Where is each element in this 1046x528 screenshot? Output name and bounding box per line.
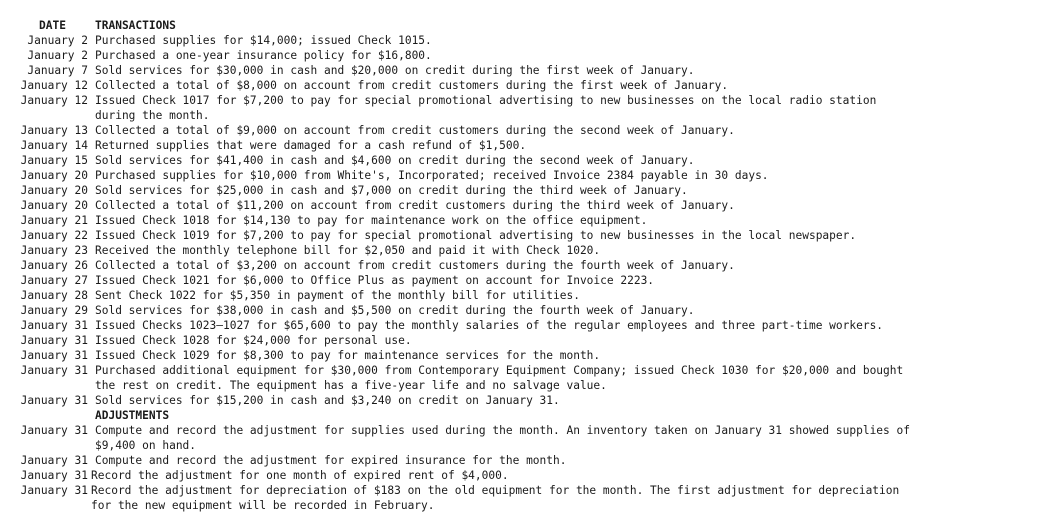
- entry-date: January 13: [20, 124, 88, 137]
- entry-description: Compute and record the adjustment for expired insurance for the month.: [95, 454, 567, 467]
- entry-description: for the new equipment will be recorded in February.: [91, 499, 435, 512]
- entry-date: January 28: [20, 289, 88, 302]
- entry-description: Issued Checks 1023–1027 for $65,600 to pay the monthly salaries of the regular employees and three part-time workers.: [95, 319, 884, 332]
- entry-description: Compute and record the adjustment for supplies used during the month. An inventory taken on January 31 showed supplies of: [95, 424, 910, 437]
- transaction-row: [0, 33, 1046, 48]
- adjustment-row: [0, 453, 1046, 468]
- entry-description: Issued Check 1018 for $14,130 to pay for maintenance work on the office equipment.: [95, 214, 648, 227]
- transaction-row: [0, 228, 1046, 243]
- header-row: [0, 18, 1046, 33]
- entry-description: the rest on credit. The equipment has a five-year life and no salvage value.: [95, 379, 607, 392]
- adjustments-header: ADJUSTMENTS: [95, 409, 170, 422]
- adjustments-list: [0, 423, 1046, 513]
- entry-description: during the month.: [95, 109, 210, 122]
- entry-date: January 15: [20, 154, 88, 167]
- transaction-row: [0, 78, 1046, 93]
- adjustment-row: [0, 423, 1046, 438]
- entry-description: Purchased supplies for $14,000; issued Check 1015.: [95, 34, 432, 47]
- entry-description: Purchased a one-year insurance policy for $16,800.: [95, 49, 432, 62]
- entry-date: January 31: [20, 394, 88, 407]
- entry-date: January 12: [20, 79, 88, 92]
- adjustment-row-continuation: [0, 498, 1046, 513]
- entry-description: Returned supplies that were damaged for a cash refund of $1,500.: [95, 139, 527, 152]
- entry-date: January 31: [20, 364, 88, 377]
- entry-date: January 21: [20, 214, 88, 227]
- entry-date: January 31: [20, 334, 88, 347]
- date-column-header: DATE: [39, 19, 66, 32]
- entry-date: January 22: [20, 229, 88, 242]
- transaction-row: [0, 138, 1046, 153]
- transaction-row: [0, 93, 1046, 108]
- entry-description: Sent Check 1022 for $5,350 in payment of the monthly bill for utilities.: [95, 289, 580, 302]
- transaction-row: [0, 48, 1046, 63]
- transaction-row: [0, 243, 1046, 258]
- transaction-row: [0, 258, 1046, 273]
- entry-description: Collected a total of $8,000 on account from credit customers during the first week of January.: [95, 79, 729, 92]
- transaction-row: [0, 393, 1046, 408]
- entry-date: January 20: [20, 184, 88, 197]
- entry-description: $9,400 on hand.: [95, 439, 197, 452]
- adjustment-row-continuation: [0, 438, 1046, 453]
- entry-description: Record the adjustment for one month of expired rent of $4,000.: [91, 469, 509, 482]
- entry-description: Collected a total of $3,200 on account from credit customers during the fourth week of January.: [95, 259, 735, 272]
- entry-date: January 2: [27, 34, 88, 47]
- transaction-row: [0, 318, 1046, 333]
- transaction-row: [0, 213, 1046, 228]
- entry-description: Purchased supplies for $10,000 from White's, Incorporated; received Invoice 2384 payable in 30 days.: [95, 169, 769, 182]
- entry-description: Collected a total of $9,000 on account from credit customers during the second week of January.: [95, 124, 735, 137]
- transaction-row-continuation: [0, 378, 1046, 393]
- entry-description: Sold services for $38,000 in cash and $5,500 on credit during the fourth week of January.: [95, 304, 695, 317]
- entry-description: Received the monthly telephone bill for $2,050 and paid it with Check 1020.: [95, 244, 601, 257]
- entry-date: January 20: [20, 169, 88, 182]
- entry-description: Record the adjustment for depreciation of $183 on the old equipment for the month. The first adjustment for depreciation: [91, 484, 900, 497]
- entry-description: Sold services for $15,200 in cash and $3,240 on credit on January 31.: [95, 394, 560, 407]
- entry-date: January 31: [20, 469, 88, 482]
- entry-description: Issued Check 1028 for $24,000 for personal use.: [95, 334, 412, 347]
- transaction-row: [0, 273, 1046, 288]
- entry-date: January 29: [20, 304, 88, 317]
- entry-date: January 31: [20, 454, 88, 467]
- entry-date: January 27: [20, 274, 88, 287]
- entry-description: Sold services for $30,000 in cash and $20,000 on credit during the first week of January.: [95, 64, 695, 77]
- entry-date: January 12: [20, 94, 88, 107]
- entry-description: Sold services for $25,000 in cash and $7,000 on credit during the third week of January.: [95, 184, 688, 197]
- transaction-row: [0, 123, 1046, 138]
- transaction-row: [0, 168, 1046, 183]
- entry-description: Issued Check 1029 for $8,300 to pay for maintenance services for the month.: [95, 349, 601, 362]
- transactions-column-header: TRANSACTIONS: [95, 19, 176, 32]
- entry-date: January 31: [20, 319, 88, 332]
- transactions-document: [0, 18, 1046, 513]
- entry-date: January 31: [20, 349, 88, 362]
- transaction-row: [0, 288, 1046, 303]
- adjustments-header-row: [0, 408, 1046, 423]
- entry-description: Issued Check 1019 for $7,200 to pay for special promotional advertising to new businesses in the local newspaper.: [95, 229, 857, 242]
- transaction-row: [0, 153, 1046, 168]
- entry-date: January 2: [27, 49, 88, 62]
- transaction-row: [0, 63, 1046, 78]
- entry-description: Purchased additional equipment for $30,000 from Contemporary Equipment Company; issued Check 1030 for $20,000 and bought: [95, 364, 904, 377]
- entry-date: January 31: [20, 484, 88, 497]
- transaction-row: [0, 183, 1046, 198]
- entry-description: Collected a total of $11,200 on account from credit customers during the third week of January.: [95, 199, 735, 212]
- transactions-list: [0, 33, 1046, 408]
- entry-description: Issued Check 1017 for $7,200 to pay for special promotional advertising to new businesses on the local radio station: [95, 94, 877, 107]
- entry-date: January 14: [20, 139, 88, 152]
- transaction-row: [0, 303, 1046, 318]
- entry-description: Sold services for $41,400 in cash and $4,600 on credit during the second week of January.: [95, 154, 695, 167]
- transaction-row-continuation: [0, 108, 1046, 123]
- adjustment-row: [0, 468, 1046, 483]
- entry-description: Issued Check 1021 for $6,000 to Office Plus as payment on account for Invoice 2223.: [95, 274, 655, 287]
- transaction-row: [0, 348, 1046, 363]
- entry-date: January 31: [20, 424, 88, 437]
- transaction-row: [0, 198, 1046, 213]
- entry-date: January 26: [20, 259, 88, 272]
- adjustment-row: [0, 483, 1046, 498]
- transaction-row: [0, 333, 1046, 348]
- entry-date: January 20: [20, 199, 88, 212]
- entry-date: January 23: [20, 244, 88, 257]
- transaction-row: [0, 363, 1046, 378]
- entry-date: January 7: [27, 64, 88, 77]
